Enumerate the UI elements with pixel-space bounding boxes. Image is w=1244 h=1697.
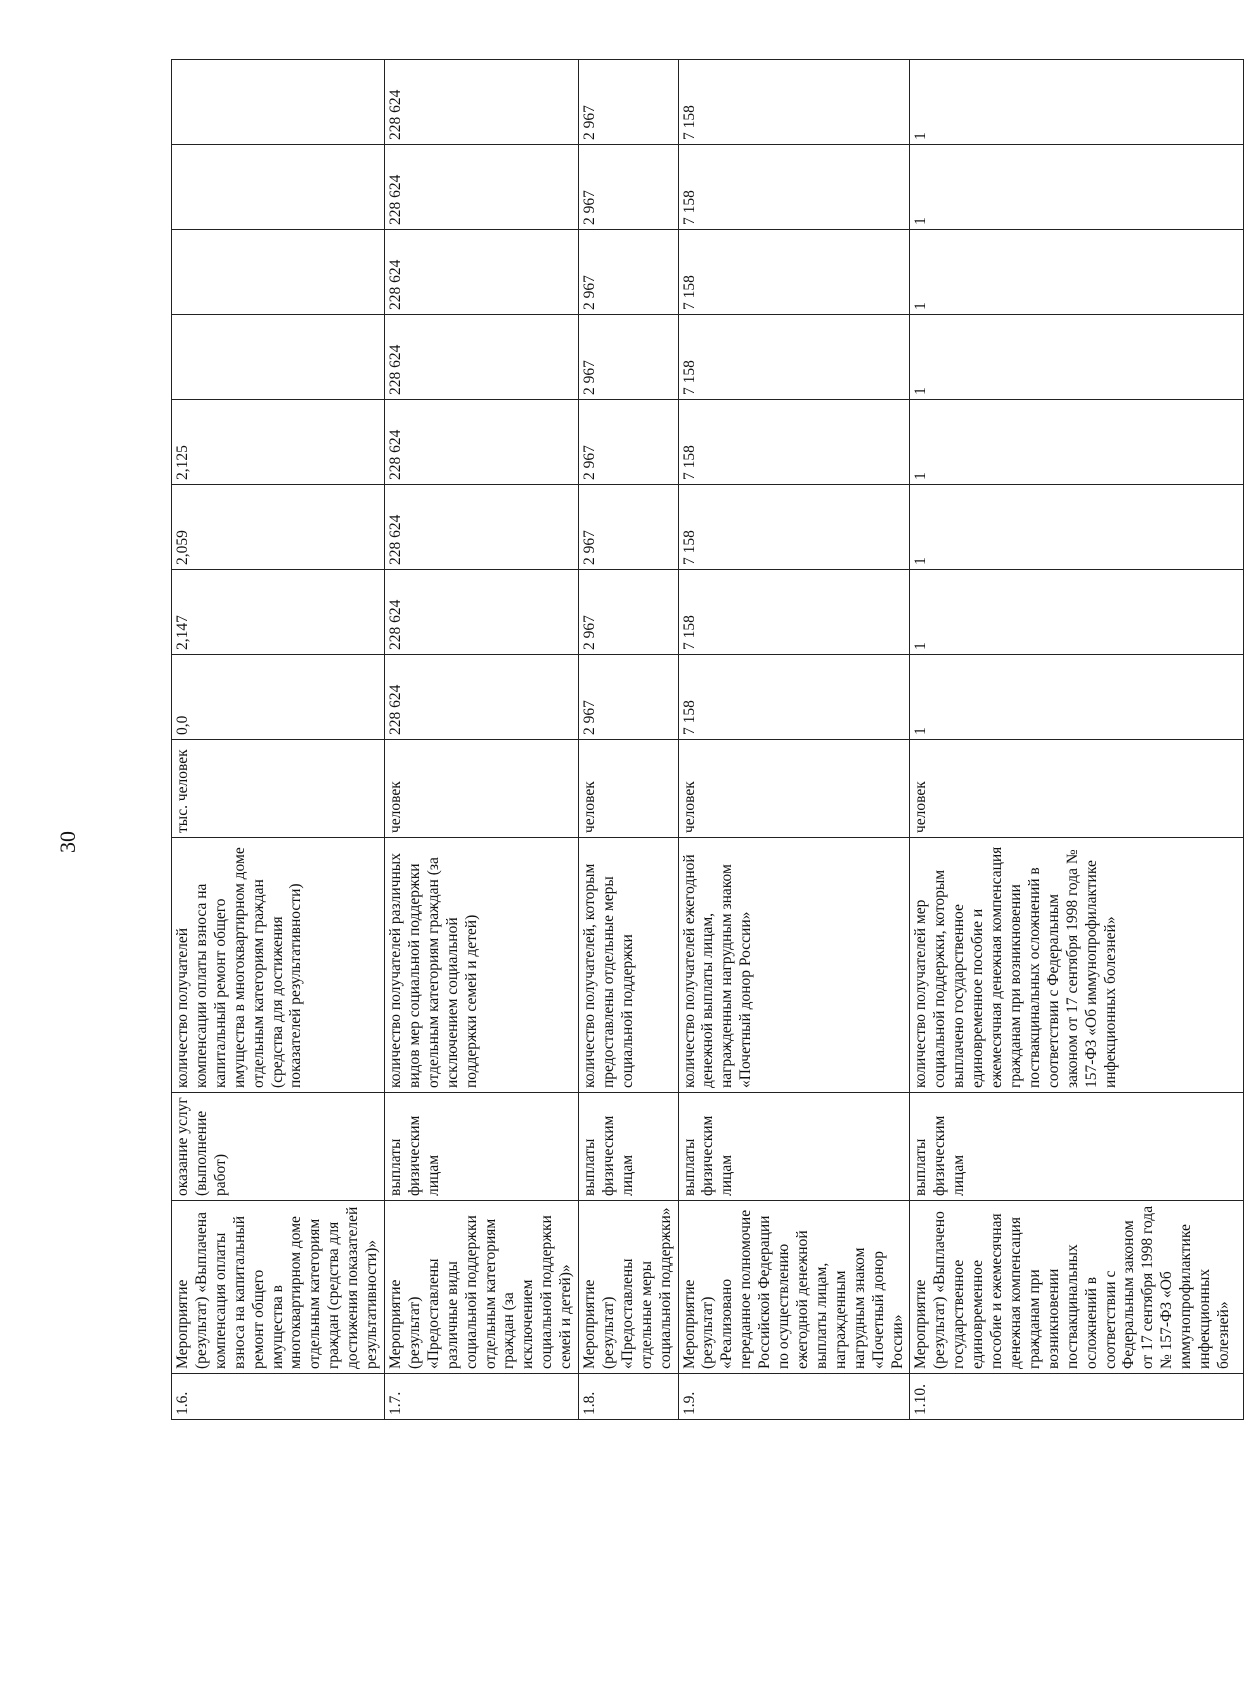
value-cell: 7 158 [678, 145, 910, 230]
table-row [384, 60, 578, 1420]
value-cell: 1 [910, 400, 1244, 485]
event-cell: Мероприятие (результат) «Предоставлены отдельные меры социальной поддержки» [579, 1201, 679, 1374]
indicator-cell: количество получателей различных видов мер социальной поддержки отдельным категориям граждан (за исключением социальной поддержки семей и детей) [384, 838, 578, 1093]
value-cell: 1 [910, 145, 1244, 230]
value-cell: 2 967 [579, 570, 679, 655]
page-number: 30 [55, 831, 80, 853]
value-cell: 228 624 [384, 485, 578, 570]
value-cell: 1 [910, 570, 1244, 655]
unit-cell: человек [910, 740, 1244, 838]
type-cell: оказание услуг (выполнение работ) [172, 1093, 385, 1201]
unit-cell: человек [579, 740, 679, 838]
type-cell: выплаты физическим лицам [678, 1093, 910, 1201]
indicator-cell: количество получателей мер социальной поддержки, которым выплачено государственное единовременное пособие и ежемесячная денежная компенсация гражданам при возникновении поствакцинальных осложнений в соответствии с Федеральным законом от 17 сентября 1998 года № 157-ФЗ «Об иммунопрофилактике инфекционных болезней» [910, 838, 1244, 1093]
value-cell: 2 967 [579, 655, 679, 740]
value-cell [172, 60, 385, 145]
indicator-cell: количество получателей компенсации оплаты взноса на капитальный ремонт общего имущества в многоквартирном доме отдельным категориям граждан (средства для достижения показателей результативности) [172, 838, 385, 1093]
value-cell: 0,0 [172, 655, 385, 740]
value-cell [172, 145, 385, 230]
value-cell: 228 624 [384, 570, 578, 655]
row-number-cell: 1.8. [579, 1374, 679, 1420]
value-cell: 2 967 [579, 315, 679, 400]
value-cell: 2 967 [579, 145, 679, 230]
row-number-cell: 1.6. [172, 1374, 385, 1420]
value-cell: 2 967 [579, 400, 679, 485]
value-cell: 2 967 [579, 230, 679, 315]
value-cell: 228 624 [384, 655, 578, 740]
indicator-cell: количество получателей, которым предоставлены отдельные меры социальной поддержки [579, 838, 679, 1093]
table-row [579, 60, 679, 1420]
value-cell: 7 158 [678, 570, 910, 655]
unit-cell: тыс. человек [172, 740, 385, 838]
value-cell: 228 624 [384, 230, 578, 315]
row-number-cell: 1.7. [384, 1374, 578, 1420]
value-cell: 7 158 [678, 400, 910, 485]
value-cell: 1 [910, 60, 1244, 145]
value-cell: 7 158 [678, 655, 910, 740]
value-cell: 7 158 [678, 315, 910, 400]
table-row [910, 60, 1244, 1420]
type-cell: выплаты физическим лицам [910, 1093, 1244, 1201]
type-cell: выплаты физическим лицам [384, 1093, 578, 1201]
event-cell: Мероприятие (результат) «Предоставлены различные виды социальной поддержки отдельным категориям граждан (за исключением социальной поддержки семей и детей)» [384, 1201, 578, 1374]
value-cell [172, 230, 385, 315]
value-cell: 7 158 [678, 485, 910, 570]
unit-cell: человек [678, 740, 910, 838]
value-cell: 2,059 [172, 485, 385, 570]
value-cell: 1 [910, 230, 1244, 315]
value-cell: 2 967 [579, 485, 679, 570]
row-number-cell: 1.9. [678, 1374, 910, 1420]
event-cell: Мероприятие (результат) «Выплачено государственное единовременное пособие и ежемесячная денежная компенсация гражданам при возникновении поствакцинальных осложнений в соответствии с Федеральным законом от 17 сентября 1998 года № 157-ФЗ «Об иммунопрофилактике инфекционных болезней» [910, 1201, 1244, 1374]
value-cell: 1 [910, 485, 1244, 570]
value-cell: 228 624 [384, 145, 578, 230]
type-cell: выплаты физическим лицам [579, 1093, 679, 1201]
value-cell: 1 [910, 655, 1244, 740]
value-cell: 7 158 [678, 230, 910, 315]
value-cell: 1 [910, 315, 1244, 400]
unit-cell: человек [384, 740, 578, 838]
rotated-table-container [171, 60, 1232, 1420]
value-cell [172, 315, 385, 400]
value-cell: 228 624 [384, 315, 578, 400]
value-cell: 228 624 [384, 400, 578, 485]
value-cell: 228 624 [384, 60, 578, 145]
value-cell: 2 967 [579, 60, 679, 145]
table-row [678, 60, 910, 1420]
table-row [172, 60, 385, 1420]
value-cell: 2,147 [172, 570, 385, 655]
event-cell: Мероприятие (результат) «Реализовано переданное полномочие Российской Федерации по осуществлению ежегодной денежной выплаты лицам, награжденным нагрудным знаком «Почетный донор России» [678, 1201, 910, 1374]
indicator-cell: количество получателей ежегодной денежной выплаты лицам, награжденным нагрудным знаком «Почетный донор России» [678, 838, 910, 1093]
indicators-table [171, 59, 1244, 1420]
event-cell: Мероприятие (результат) «Выплачена компенсация оплаты взноса на капитальный ремонт общего имущества в многоквартирном доме отдельным категориям граждан (средства для достижения показателей результативности)» [172, 1201, 385, 1374]
value-cell: 2,125 [172, 400, 385, 485]
row-number-cell: 1.10. [910, 1374, 1244, 1420]
value-cell: 7 158 [678, 60, 910, 145]
